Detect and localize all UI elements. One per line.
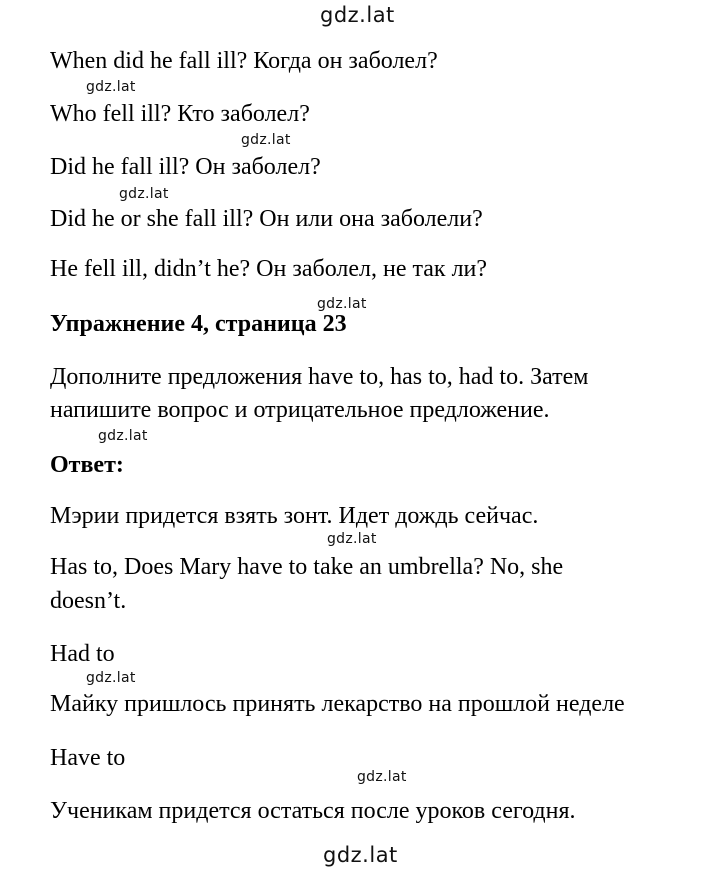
watermark: gdz.lat <box>357 769 407 785</box>
watermark-top: gdz.lat <box>320 3 395 27</box>
watermark: gdz.lat <box>86 670 136 686</box>
section-heading: Упражнение 4, страница 23 <box>50 311 347 337</box>
task-text: Дополните предложения have to, has to, had to. Затем <box>50 364 589 390</box>
watermark: gdz.lat <box>327 531 377 547</box>
text-line: He fell ill, didn’t he? Он заболел, не так ли? <box>50 256 488 282</box>
answer-heading: Ответ: <box>50 452 124 478</box>
watermark: gdz.lat <box>98 428 148 444</box>
watermark: gdz.lat <box>86 79 136 95</box>
answer-line: Have to <box>50 745 126 771</box>
text-line: Did he or she fall ill? Он или она заболели? <box>50 206 483 232</box>
answer-line: Мэрии придется взять зонт. Идет дождь сейчас. <box>50 503 539 529</box>
answer-line: Has to, Does Mary have to take an umbrella? No, she <box>50 554 564 580</box>
watermark: gdz.lat <box>241 132 291 148</box>
watermark-bottom: gdz.lat <box>323 843 398 867</box>
answer-line: doesn’t. <box>50 588 127 614</box>
watermark: gdz.lat <box>119 186 169 202</box>
answer-line: Ученикам придется остаться после уроков сегодня. <box>50 798 576 824</box>
text-line: Did he fall ill? Он заболел? <box>50 154 321 180</box>
watermark: gdz.lat <box>317 296 367 312</box>
answer-line: Had to <box>50 641 115 667</box>
text-line: When did he fall ill? Когда он заболел? <box>50 48 438 74</box>
task-text: напишите вопрос и отрицательное предложение. <box>50 397 550 423</box>
answer-line: Майку пришлось принять лекарство на прошлой неделе <box>50 691 625 717</box>
text-line: Who fell ill? Кто заболел? <box>50 101 310 127</box>
